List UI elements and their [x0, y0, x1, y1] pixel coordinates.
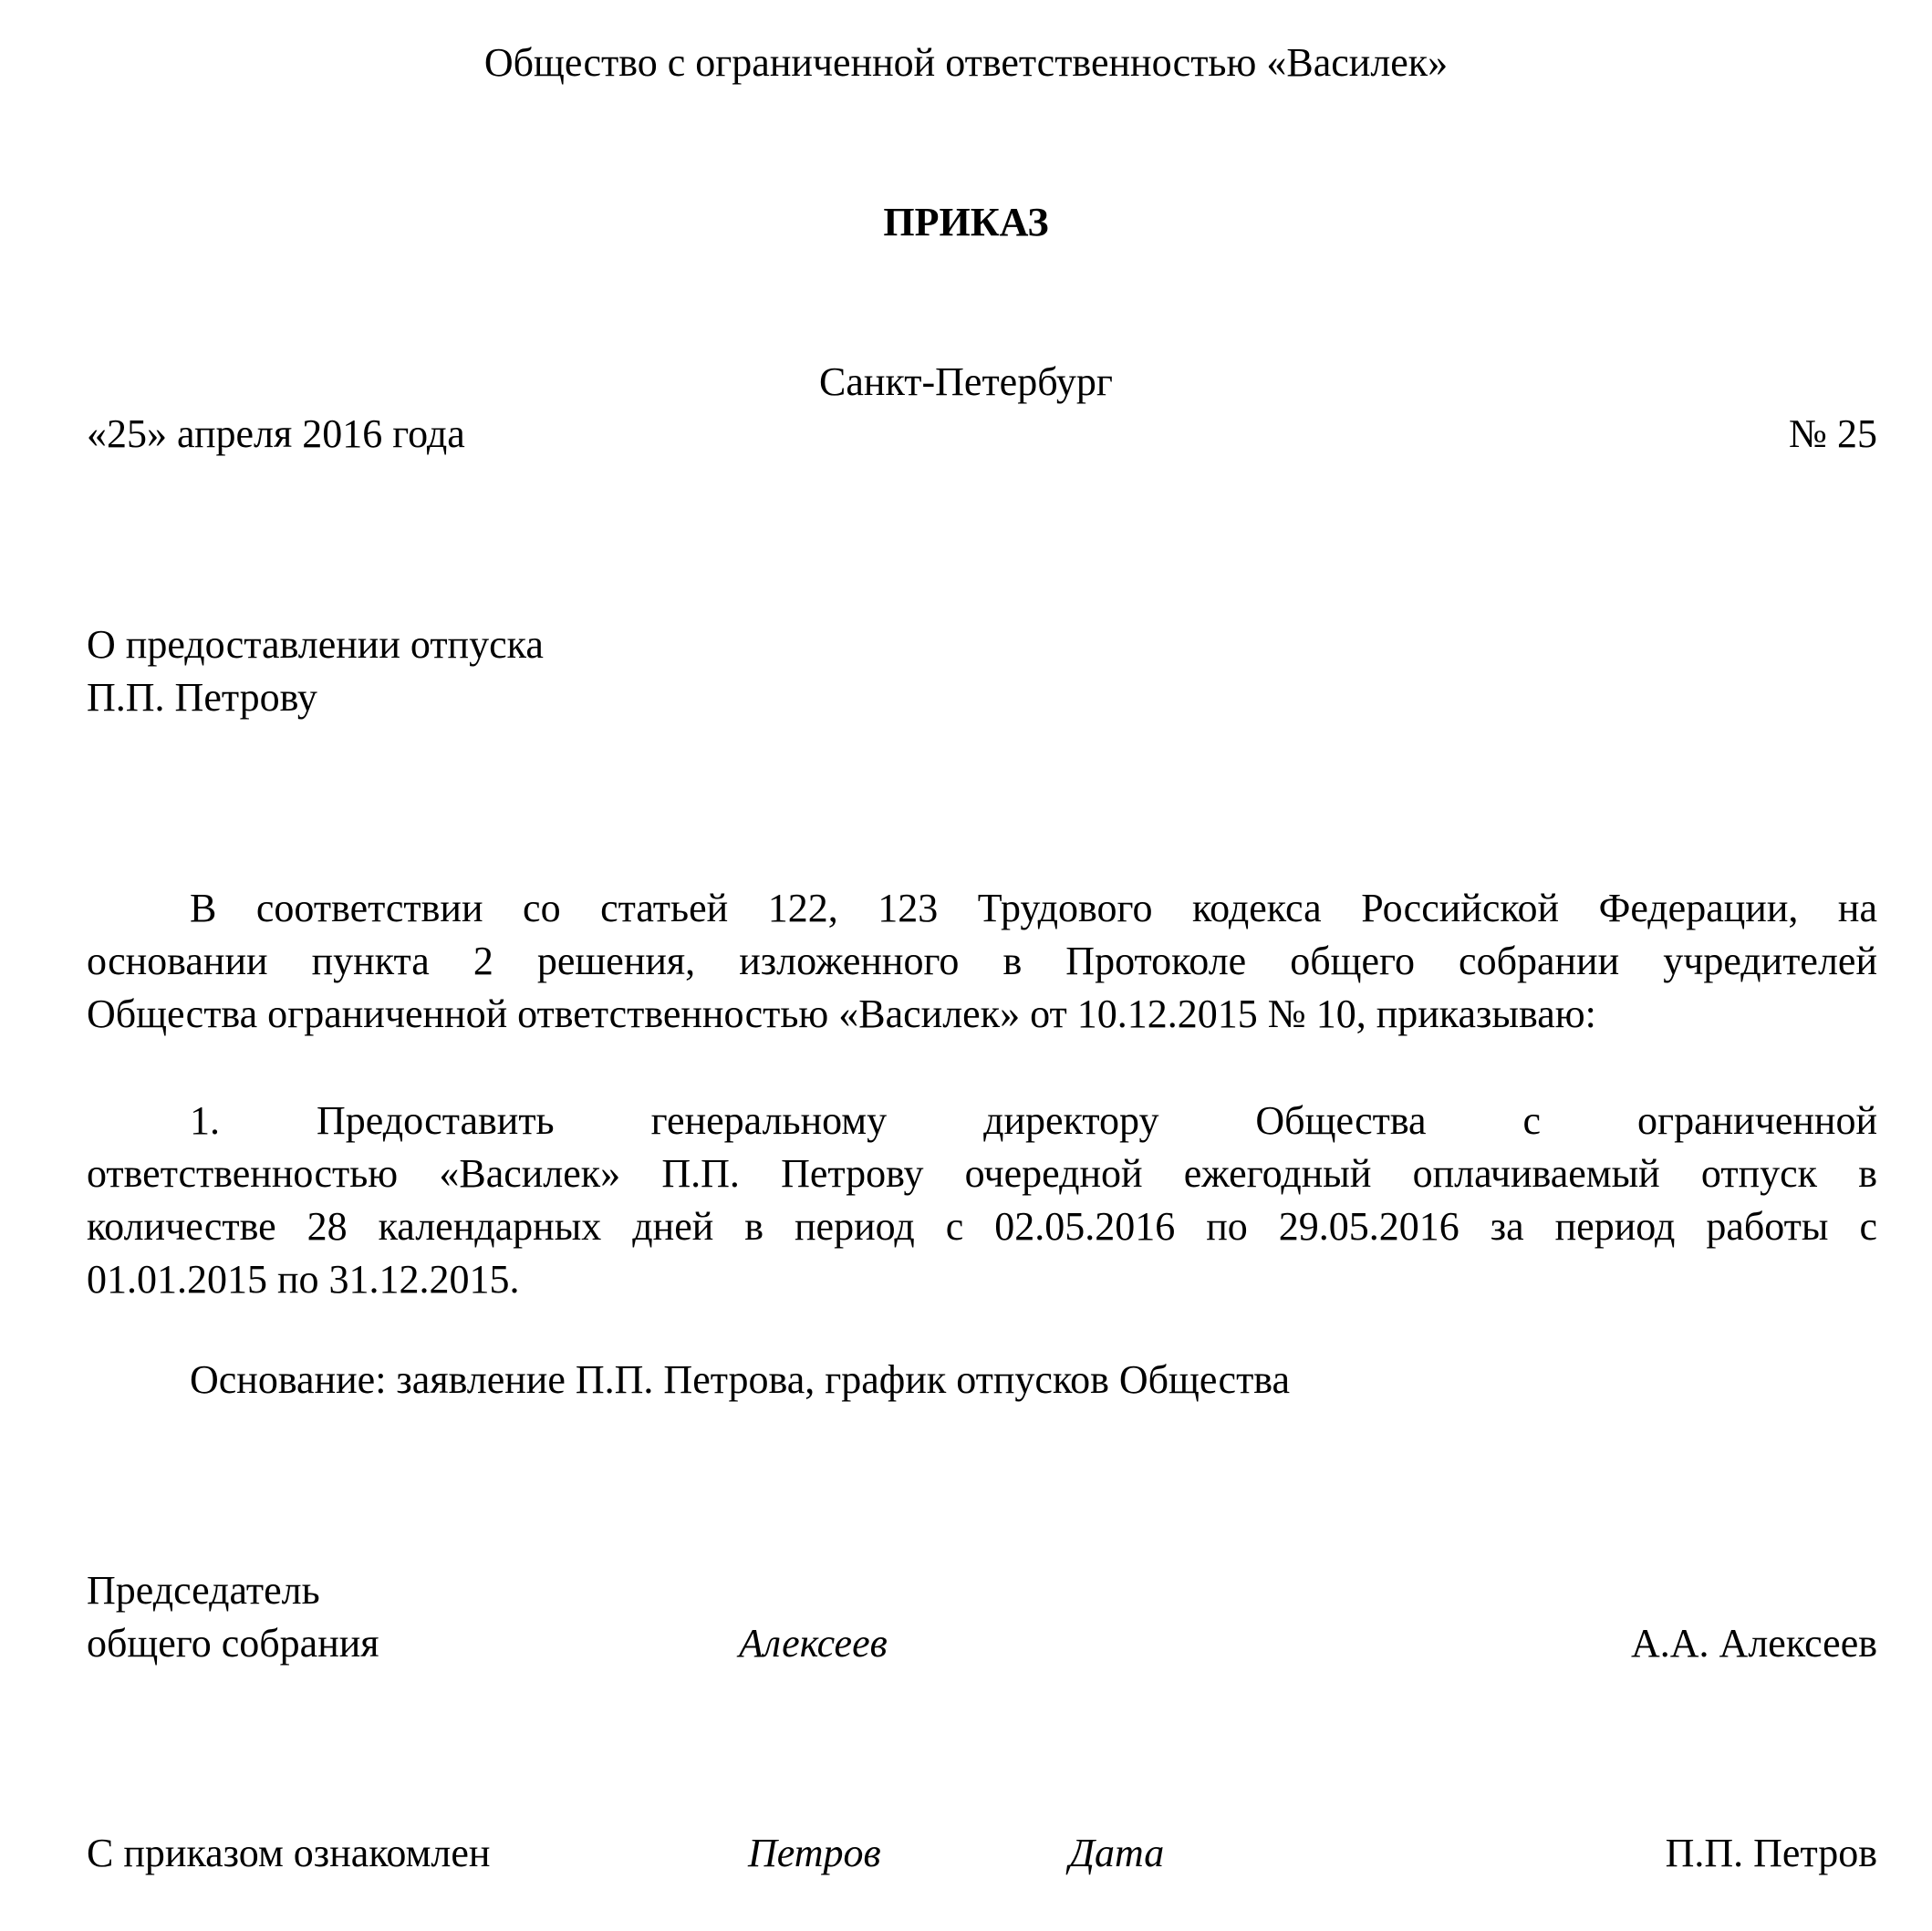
document-title: ПРИКАЗ: [883, 200, 1049, 244]
preamble-line: Общества ограниченной ответственностью «Василек» от 10.12.2015 № 10, приказываю:: [87, 991, 1596, 1036]
signatory-signature: Алексеев: [739, 1621, 888, 1666]
order-subject: [87, 618, 544, 724]
acknowledgement-signature: Петров: [748, 1831, 881, 1875]
document-date: «25» апреля 2016 года: [87, 411, 465, 456]
order-basis: Основание: заявление П.П. Петрова, график отпусков Общества: [190, 1357, 1291, 1402]
signatory-position-line: общего собрания: [87, 1621, 379, 1666]
order-item-line: количестве 28 календарных дней в период с 02.05.2016 по 29.05.2016 за период работы с: [87, 1204, 1877, 1249]
order-item-line: ответственностью «Василек» П.П. Петрову очередной ежегодный оплачиваемый отпуск в: [87, 1151, 1877, 1196]
order-subject-line: О предоставлении отпуска: [87, 622, 544, 667]
order-item-line: 01.01.2015 по 31.12.2015.: [87, 1257, 520, 1302]
preamble-paragraph: [87, 882, 1877, 1041]
document-number: № 25: [1789, 411, 1877, 456]
signatory-position: [87, 1564, 379, 1670]
acknowledgement-date: Дата: [1069, 1831, 1165, 1875]
preamble-line: В соответствии со статьей 122, 123 Трудового кодекса Российской Федерации, на: [190, 886, 1877, 930]
order-item-1: [87, 1095, 1877, 1306]
acknowledgement-name: П.П. Петров: [1665, 1831, 1877, 1875]
signatory-position-line: Председатель: [87, 1568, 320, 1613]
document-city: Санкт-Петербург: [819, 359, 1113, 404]
order-subject-line: П.П. Петрову: [87, 675, 317, 720]
signatory-name: А.А. Алексеев: [1631, 1621, 1877, 1666]
organization-name: Общество с ограниченной ответственностью «Василек»: [483, 40, 1449, 85]
acknowledgement-label: С приказом ознакомлен: [87, 1831, 491, 1875]
preamble-line: основании пункта 2 решения, изложенного в Протоколе общего собрании учредителей: [87, 939, 1877, 983]
order-item-line: 1. Предоставить генеральному директору Общества с ограниченной: [190, 1098, 1877, 1143]
